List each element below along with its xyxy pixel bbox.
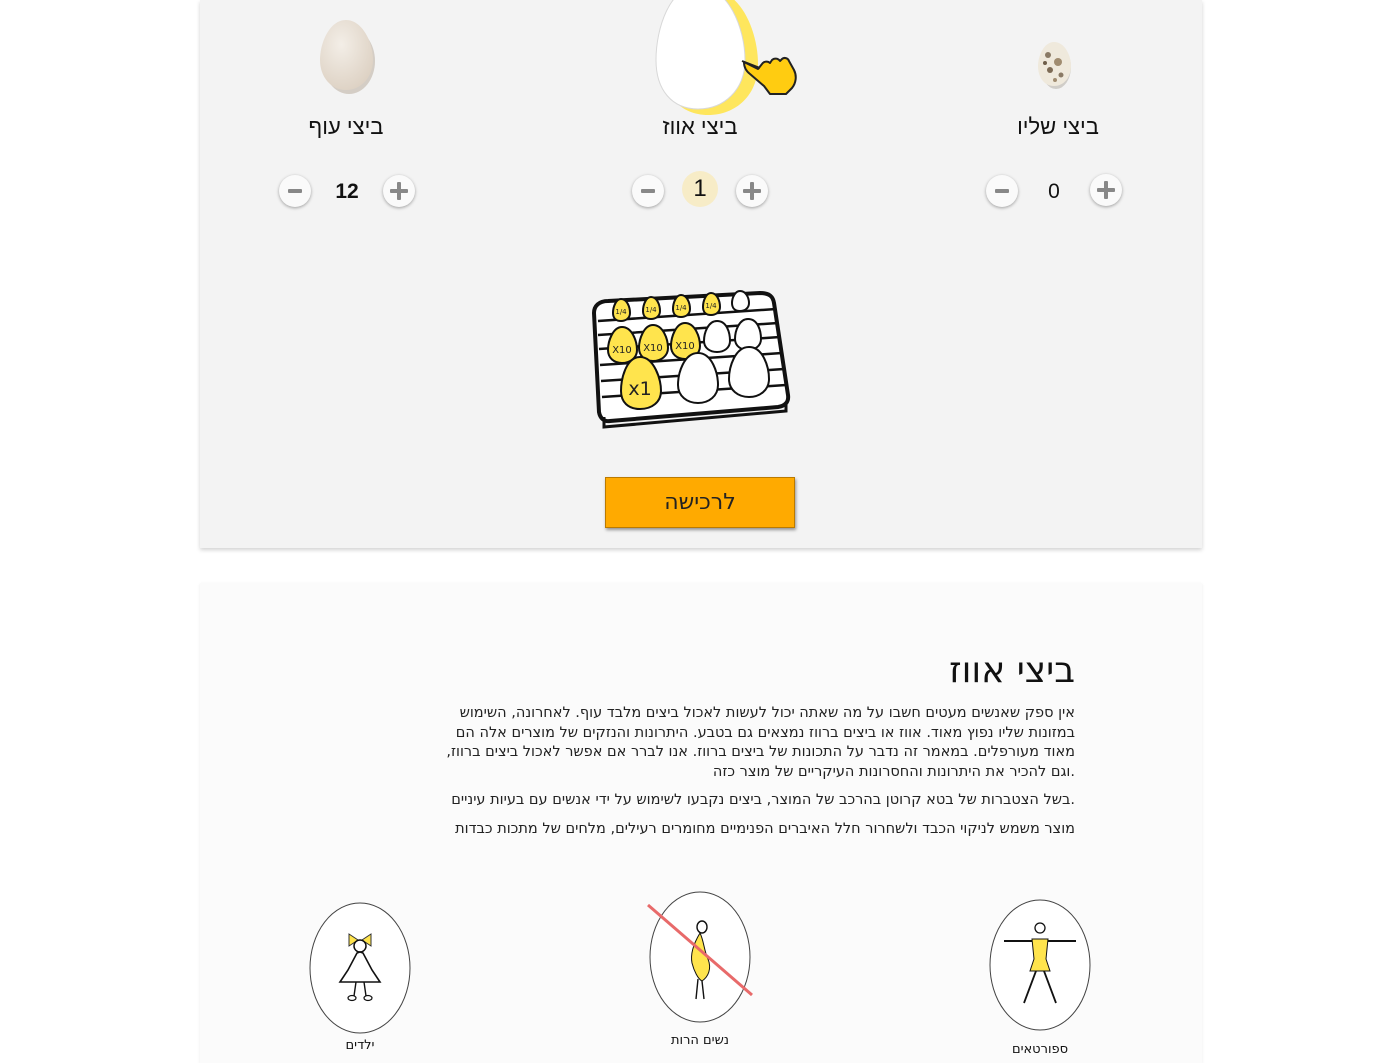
carton-label: X10: [612, 345, 632, 356]
chicken-quantity: 12: [335, 180, 359, 203]
chicken-egg-icon: [216, 0, 476, 120]
plus-icon: [1097, 181, 1115, 199]
egg-carton-illustration: [590, 285, 795, 430]
quail-quantity: 0: [1048, 180, 1060, 203]
article-title: ביצי אווז: [949, 650, 1075, 691]
decrease-chicken-button[interactable]: [279, 175, 311, 207]
goose-quantity: 1: [682, 171, 718, 207]
increase-goose-button[interactable]: [736, 175, 768, 207]
athlete-icon: [980, 897, 1100, 1035]
increase-quail-button[interactable]: [1090, 174, 1122, 206]
group-label: נשים הרות: [671, 1033, 729, 1048]
article-paragraph: .בשל הצטברות של בטא קרוטן בהרכב של המוצר, ביצים נקבעו לשימוש על ידי אנשים עם בעיות עיניים: [451, 792, 1075, 808]
quail-egg-icon: [928, 0, 1188, 120]
carton-label: 1/4: [675, 304, 687, 312]
carton-label: X10: [643, 343, 663, 354]
minus-icon: [994, 183, 1010, 199]
pregnant-woman-icon: [640, 891, 760, 1029]
product-name: ביצי אווז: [662, 114, 738, 139]
product-name: ביצי שליו: [1017, 114, 1099, 139]
group-label: ספורטאים: [1011, 1042, 1069, 1057]
plus-icon: [390, 182, 408, 200]
minus-icon: [640, 183, 656, 199]
carton-label: 1/4: [645, 306, 657, 314]
carton-label: 1/4: [615, 308, 627, 316]
carton-label: 1/4: [705, 302, 717, 310]
child-icon: [300, 900, 420, 1038]
group-athletes[interactable]: [980, 897, 1100, 1057]
group-label: ילדים: [345, 1038, 375, 1053]
article-paragraph: אין ספק שאנשים מעטים חשבו על מה שאתה יכול לעשות לאכול ביצים מלבד עוף. לאחרונה, השימוש במזונות שליו נפוץ מאוד. אווז או ביצים ברווז נמצאים גם בטבע. היתרונות והנזקים של מוצרים אלה הם מאוד מעורפלים. במאמר זה נדבר על התכונות של ביצים ברווז. אנו לברר אם אפשר לאכול ביצים ברווז, .וגם להכיר את היתרונות והחסרונות העיקריים של מוצר כזה: [446, 705, 1075, 780]
minus-icon: [287, 183, 303, 199]
carton-label: x1: [628, 378, 652, 400]
article-body: [440, 704, 1075, 848]
increase-chicken-button[interactable]: [383, 175, 415, 207]
product-name: ביצי עוף: [308, 114, 384, 139]
plus-icon: [743, 182, 761, 200]
decrease-goose-button[interactable]: [632, 175, 664, 207]
buy-button[interactable]: לרכישה: [605, 477, 795, 528]
carton-label: X10: [675, 341, 695, 352]
article-paragraph: מוצר משמש לניקוי הכבד ולשחרור חלל האיברים הפנימיים מחומרים רעילים, מלחים של מתכות כבדות: [455, 820, 1075, 837]
group-pregnant-women[interactable]: [640, 891, 760, 1051]
decrease-quail-button[interactable]: [986, 175, 1018, 207]
pointing-hand-icon: [740, 52, 800, 96]
group-children[interactable]: [300, 900, 420, 1060]
